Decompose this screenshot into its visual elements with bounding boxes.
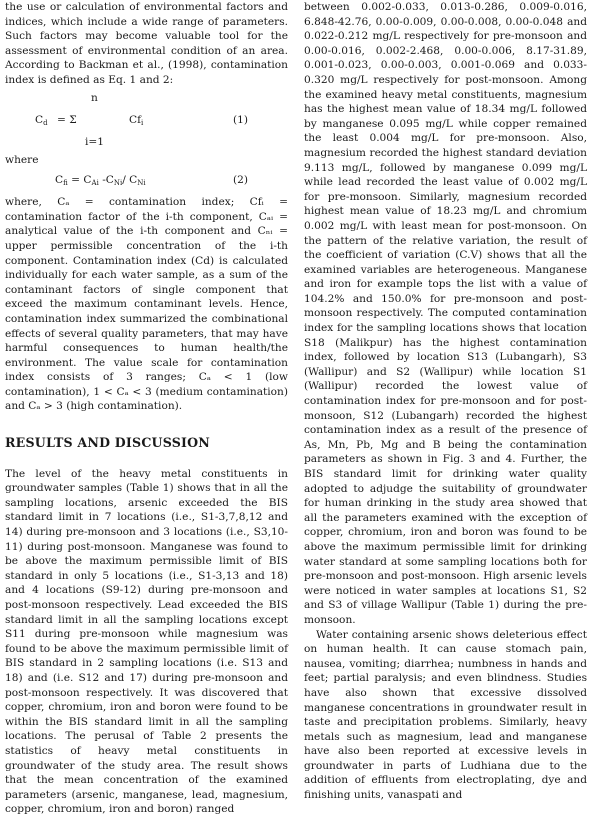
health-effects-paragraph: Water containing arsenic shows deleterious effect on human health. It can cause stomach pain, nausea, vomiting; diarrhea; numbness in hands and feet; partial paralysis; and even blindness. Studies have also shown that excessive dissolved manganese concentrations in groundwater result in taste and precipitation problems. Similarly, heavy metals such as magnesium, lead and manganese have also been reported at excessive levels in groundwater in parts of Ludhiana due to the addition of effluents from electroplating, dye and finishing units, vanaspati and [304,628,587,802]
results-paragraph: The level of the heavy metal constituents in groundwater samples (Table 1) shows that in all the sampling locations, arsenic exceeded the BIS standard limit in 7 locations (i.e., S1-3,7,8,12 and 14) during pre-monsoon and 3 locations (i.e., S3,10-11) during post-monsoon. Manganese was found to be above the maximum permissible limit of BIS standard in only 5 locations (i.e., S1-3,13 and 18) and 4 locations (S9-12) during pre-monsoon and post-monsoon respectively. Lead exceeded the BIS standard limit in all the sampling locations except S11 during pre-monsoon while magnesium was found to be above the maximum permissible limit of BIS standard in 2 sampling locations (i.e. S13 and 18) and (i.e. S12 and 17) during pre-monsoon and post-monsoon respectively. It was discovered that copper, chromium, iron and boron were found to be within the BIS standard limit in all the sampling locations. The perusal of Table 2 presents the statistics of heavy metal constituents in groundwater of the study area. The result shows that the mean concentration of the examined parameters (arsenic, manganese, lead, magnesium, copper, chromium, iron and boron) ranged [5,467,288,816]
eq1-number: (1) [233,113,249,126]
intro-paragraph: the use or calculation of environmental factors and indices, which include a wide range of parameters. Such factors may become valuable tool for the assessment of environmental condition of an area. According to Backman et al., (1998), contamination index is defined as Eq. 1 and 2: [5,1,288,86]
left-column [5,0,288,817]
eq2-body: $C_{fi} = C_{Ai}$ $-C_{Ni}/$ $C_{Ni}$ [55,174,146,188]
eq2-number: (2) [233,174,249,187]
sum-lower-limit: i=1 [85,135,105,148]
where-label: where [5,153,39,166]
definitions-paragraph: where, Cₐ = contamination index; Cfᵢ = contamination factor of the i-th component, Cₐᵢ = analytical value of the i-th component and Cₙᵢ = upper permissible concentration of the i-th component. Contamination index (Cd) is calculated individually for each water sample, as a sum of the contaminant factors of single component that exceed the maximum contaminant levels. Hence, contamination index summarized the combinational effects of several quality parameters, that may have harmful consequences to human health/the environment. The value scale for contamination index consists of 3 ranges; Cₐ < 1 (low contamination), 1 < Cₐ < 3 (medium contamination) and Cₐ > 3 (high contamination). [5,196,288,413]
statistics-paragraph: between 0.002-0.033, 0.013-0.286, 0.009-0.016, 6.848-42.76, 0.00-0.009, 0.00-0.008, 0.00-0.048 and 0.022-0.212 mg/L respectively for pre-monsoon and 0.00-0.016, 0.002-2.468, 0.00-0.006, 8.17-31.89, 0.001-0.023, 0.00-0.003, 0.001-0.069 and 0.033-0.320 mg/L respectively for post-monsoon. Among the examined heavy metal constituents, magnesium has the highest mean value of 18.34 mg/L followed by manganese 0.095 mg/L while copper remained the least 0.004 mg/L for pre-monsoon. Also, magnesium recorded the highest standard deviation 9.113 mg/L, followed by manganese 0.099 mg/L while lead recorded the least value of 0.002 mg/L for pre-monsoon. Similarly, magnesium recorded highest mean value of 18.23 mg/L and chromium 0.002 mg/L with least mean for post-monsoon. On the pattern of the relative variation, the result of the coefficient of variation (C.V) shows that all the examined variables are heterogeneous. Manganese and iron for example tops the list with a value of 104.2% and 150.0% for pre-monsoon and post-monsoon respectively. The computed contamination index for the sampling locations shows that location S18 (Malikpur) has the highest contamination index, followed by location S13 (Lubangarh), S3 (Wallipur) and S2 (Wallipur) while location S1 (Wallipur) recorded the lowest value of contamination index for pre-monsoon and for post-monsoon, S12 (Lubangarh) recorded the highest contamination index as a result of the presence of As, Mn, Pb, Mg and B being the contamination parameters as shown in Fig. 3 and 4. Further, the BIS standard limit for drinking water quality adopted to adjudge the suitability of groundwater for human drinking in the study area showed that all the parameters examined with the exception of copper, chromium, iron and boron was found to be above the maximum permissible limit for drinking water standard at some sampling locations both for pre-monsoon and post-monsoon. High arsenic levels were noticed in water samples at locations S1, S2 and S3 of village Wallipur (Table 1) during the pre-monsoon. [304,1,587,626]
section-heading: RESULTS AND DISCUSSION [5,435,211,451]
eq1-lhs: $C_d$ [35,113,48,127]
right-column [304,0,587,803]
eq1-sum: = Σ [57,113,77,126]
equation-2 [5,167,288,195]
equation-1 [5,91,288,153]
sum-upper-limit: n [91,91,98,104]
eq1-cf: $Cf_i$ [129,113,144,127]
